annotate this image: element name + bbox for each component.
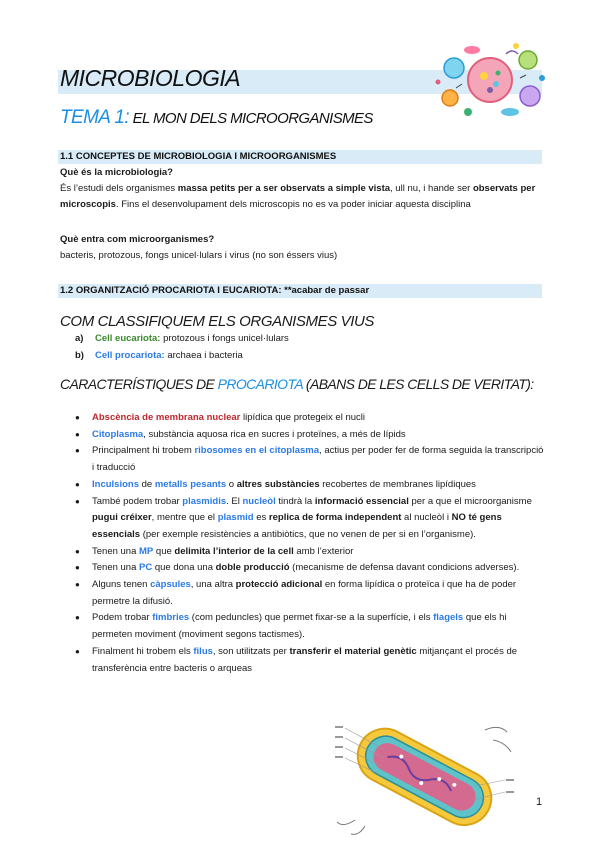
list-item-eucariota: a) Cell eucariota: protozous i fongs unicel·lulars	[75, 333, 289, 344]
list-item: ● Principalment hi trobem ribosomes en el citoplasma, actius per poder fer de forma seguida la transcripció i traducció	[75, 443, 545, 476]
list-item: ● Inculsions de metalls pesants o altres substàncies recobertes de membranes lipídiques	[75, 477, 545, 494]
list-item: ● També podem trobar plasmidis. El nucleòl tindrà la informació essencial per a que el microorganisme pugui créixer, mentre que el plasmid es replica de forma independent al nucleòl i NO té gens essencials (per exemple resistències a antibiòtics, que no venen de per si en l’organisme).	[75, 494, 545, 544]
microorganisms-illustration	[432, 38, 548, 120]
bacterium-diagram	[335, 710, 515, 836]
tema-number: TEMA 1:	[60, 107, 129, 128]
question-microorganismes	[60, 232, 540, 248]
page-title: MICROBIOLOGIA	[60, 65, 241, 91]
list-item: ● Citoplasma, substància aquosa rica en sucres i proteïnes, a més de lípids	[75, 427, 545, 444]
list-item-procariota: b) Cell procariota: archaea i bacteria	[75, 350, 243, 361]
list-item: ● Finalment hi trobem els filus, son utilitzats per transferir el material genètic mitjançant el procés de transferència entre bacteris o arqueas	[75, 644, 545, 677]
characteristics-list	[75, 410, 545, 677]
tema-heading	[60, 107, 373, 129]
list-item: ● Alguns tenen càpsules, una altra protecció adicional en forma lipídica o proteïca i que ha de poder permetre la difusió.	[75, 577, 545, 610]
tema-title: EL MON DELS MICROORGANISMES	[129, 110, 373, 127]
list-item: ● Tenen una PC que dona una doble producció (mecanisme de defensa davant condicions adverses).	[75, 560, 545, 577]
answer-microbiologia: És l’estudi dels organismes massa petits per a ser observats a simple vista, ull nu, i hande ser observats per microscopis. Fins el desenvolupament dels microscopis no es va poder iniciar aquesta disciplina	[60, 183, 536, 210]
list-item: ● Abscència de membrana nuclear lipídica que protegeix el nucli	[75, 410, 545, 427]
question-text: Què és la microbiologia?	[60, 167, 173, 178]
list-item: ● Podem trobar fimbries (com peduncles) que permet fixar-se a la superfície, i els flagels que els hi permeten moviment (moviment segons tactismes).	[75, 610, 545, 643]
classification-heading: COM CLASSIFIQUEM ELS ORGANISMES VIUS	[60, 313, 374, 330]
page-number: 1	[536, 796, 543, 808]
section-heading-1-2: 1.2 ORGANITZACIÓ PROCARIOTA I EUCARIOTA: **acabar de passar	[60, 285, 370, 296]
question-text: Què entra com microorganismes?	[60, 234, 215, 245]
list-item: ● Tenen una MP que delimita l’interior de la cell amb l’exterior	[75, 544, 545, 561]
characteristics-heading: CARACTERÍSTIQUES DE PROCARIOTA (ABANS DE LES CELLS DE VERITAT):	[60, 376, 534, 392]
question-microbiologia	[60, 165, 540, 181]
answer-microorganismes: bacteris, protozous, fongs unicel·lulars i virus (no son éssers vius)	[60, 250, 338, 261]
section-heading-1-1: 1.1 CONCEPTES DE MICROBIOLOGIA I MICROORGANISMES	[60, 151, 337, 162]
